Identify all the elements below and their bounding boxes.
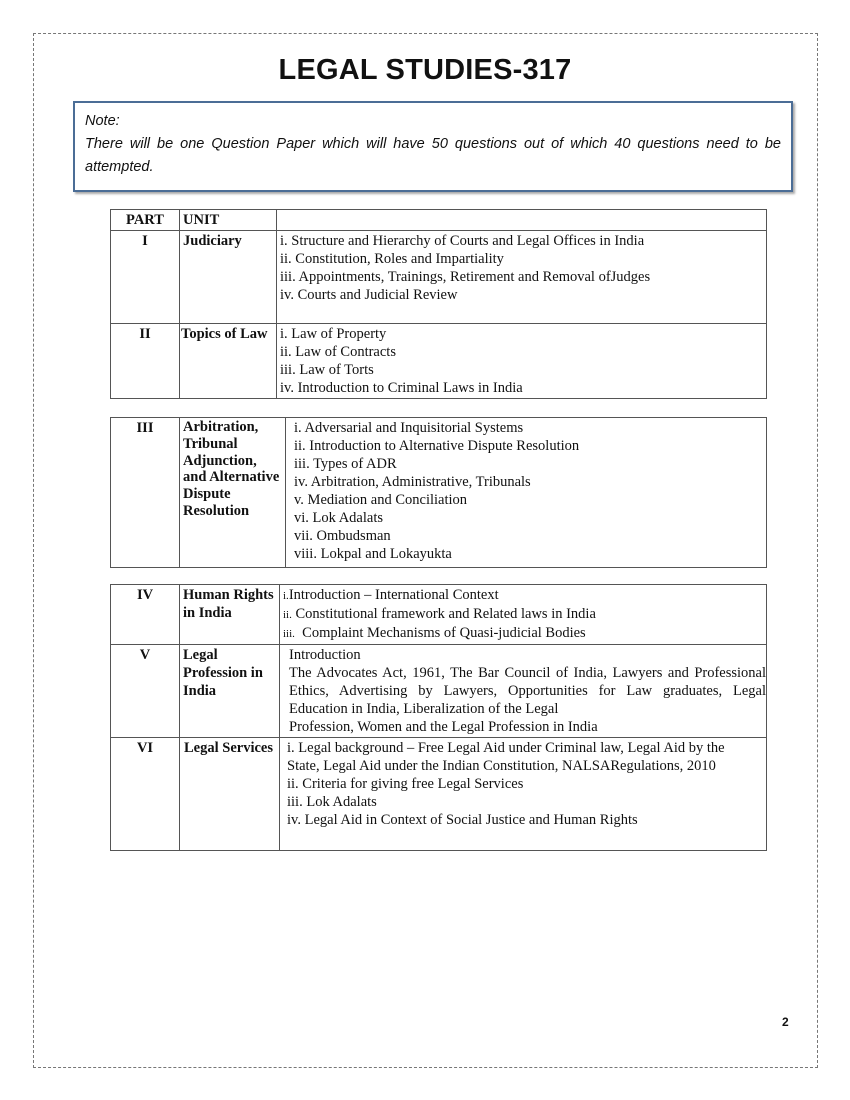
topic-item: iii. Complaint Mechanisms of Quasi-judicial Bodies — [283, 625, 586, 641]
topic-item: ii. Law of Contracts — [280, 344, 396, 360]
unit-topics — [277, 231, 767, 324]
topic-item: vi. Lok Adalats — [294, 510, 384, 526]
topic-item: iv. Arbitration, Administrative, Tribunals — [294, 474, 531, 490]
table-row — [111, 585, 767, 645]
topic-item: i. Law of Property — [280, 326, 387, 342]
topic-item: i. Legal background – Free Legal Aid under Criminal law, Legal Aid by the State, Legal Aid under the Indian Constitution, NALSARegulations, 2010 — [287, 740, 725, 774]
topic-item: ii. Constitutional framework and Related laws in India — [283, 606, 596, 622]
header-part: PART — [111, 210, 180, 231]
unit-topics — [286, 418, 767, 568]
part-number: III — [111, 418, 180, 568]
unit-topics — [277, 324, 767, 399]
topic-item: v. Mediation and Conciliation — [294, 492, 468, 508]
table-row — [111, 231, 767, 324]
page-title: LEGAL STUDIES-317 — [278, 54, 572, 86]
table-row — [111, 738, 767, 851]
part-number: V — [111, 645, 180, 738]
page-number: 2 — [782, 1015, 789, 1029]
topic-item: ii. Constitution, Roles and Impartiality — [280, 251, 504, 267]
topic-item: i.Introduction – International Context — [283, 587, 499, 603]
syllabus-table-2 — [110, 417, 767, 568]
topic-item: iii. Appointments, Trainings, Retirement and Removal ofJudges — [280, 269, 651, 285]
topic-item: ii. Introduction to Alternative Dispute Resolution — [294, 438, 580, 454]
header-unit: UNIT — [180, 210, 277, 231]
topic-item: iii. Lok Adalats — [287, 794, 377, 810]
topic-item: ii. Criteria for giving free Legal Services — [287, 776, 524, 792]
unit-name: Legal Services — [180, 738, 280, 851]
unit-topics — [280, 585, 767, 645]
topic-item: Introduction — [289, 647, 361, 663]
part-number: IV — [111, 585, 180, 645]
topic-item: i. Adversarial and Inquisitorial Systems — [294, 420, 524, 436]
table-row — [111, 418, 767, 568]
unit-name: Legal Profession in India — [180, 645, 280, 738]
note-label: Note: — [85, 113, 120, 129]
topic-item: iii. Law of Torts — [280, 362, 374, 378]
unit-name: Arbitration, Tribunal Adjunction, and Alternative Dispute Resolution — [180, 418, 286, 568]
header-content — [277, 210, 767, 231]
topic-item: The Advocates Act, 1961, The Bar Council of India, Lawyers and Professional Ethics, Advertising by Lawyers, Opportunities for Law graduates, Legal Education in India, Liberalization of the Legal — [289, 665, 766, 717]
unit-name: Topics of Law — [180, 324, 277, 399]
syllabus-table-3 — [110, 584, 767, 851]
topic-item: iv. Legal Aid in Context of Social Justice and Human Rights — [287, 812, 638, 828]
unit-name: Human Rights in India — [180, 585, 280, 645]
topic-item: viii. Lokpal and Lokayukta — [294, 546, 452, 562]
note-text: There will be one Question Paper which will have 50 questions out of which 40 questions need to be attempted. — [85, 136, 781, 175]
topic-item: iv. Introduction to Criminal Laws in India — [280, 380, 523, 396]
table-header-row — [111, 210, 767, 231]
part-number: VI — [111, 738, 180, 851]
table-row — [111, 324, 767, 399]
topic-item: i. Structure and Hierarchy of Courts and Legal Offices in India — [280, 233, 645, 249]
topic-item: Profession, Women and the Legal Profession in India — [289, 719, 598, 735]
topic-item: iii. Types of ADR — [294, 456, 397, 472]
unit-topics — [280, 738, 767, 851]
syllabus-table-1 — [110, 209, 767, 399]
unit-name: Judiciary — [180, 231, 277, 324]
part-number: II — [111, 324, 180, 399]
topic-item: vii. Ombudsman — [294, 528, 391, 544]
note-box — [73, 101, 793, 192]
topic-item: iv. Courts and Judicial Review — [280, 287, 458, 303]
unit-topics — [280, 645, 767, 738]
part-number: I — [111, 231, 180, 324]
table-row — [111, 645, 767, 738]
